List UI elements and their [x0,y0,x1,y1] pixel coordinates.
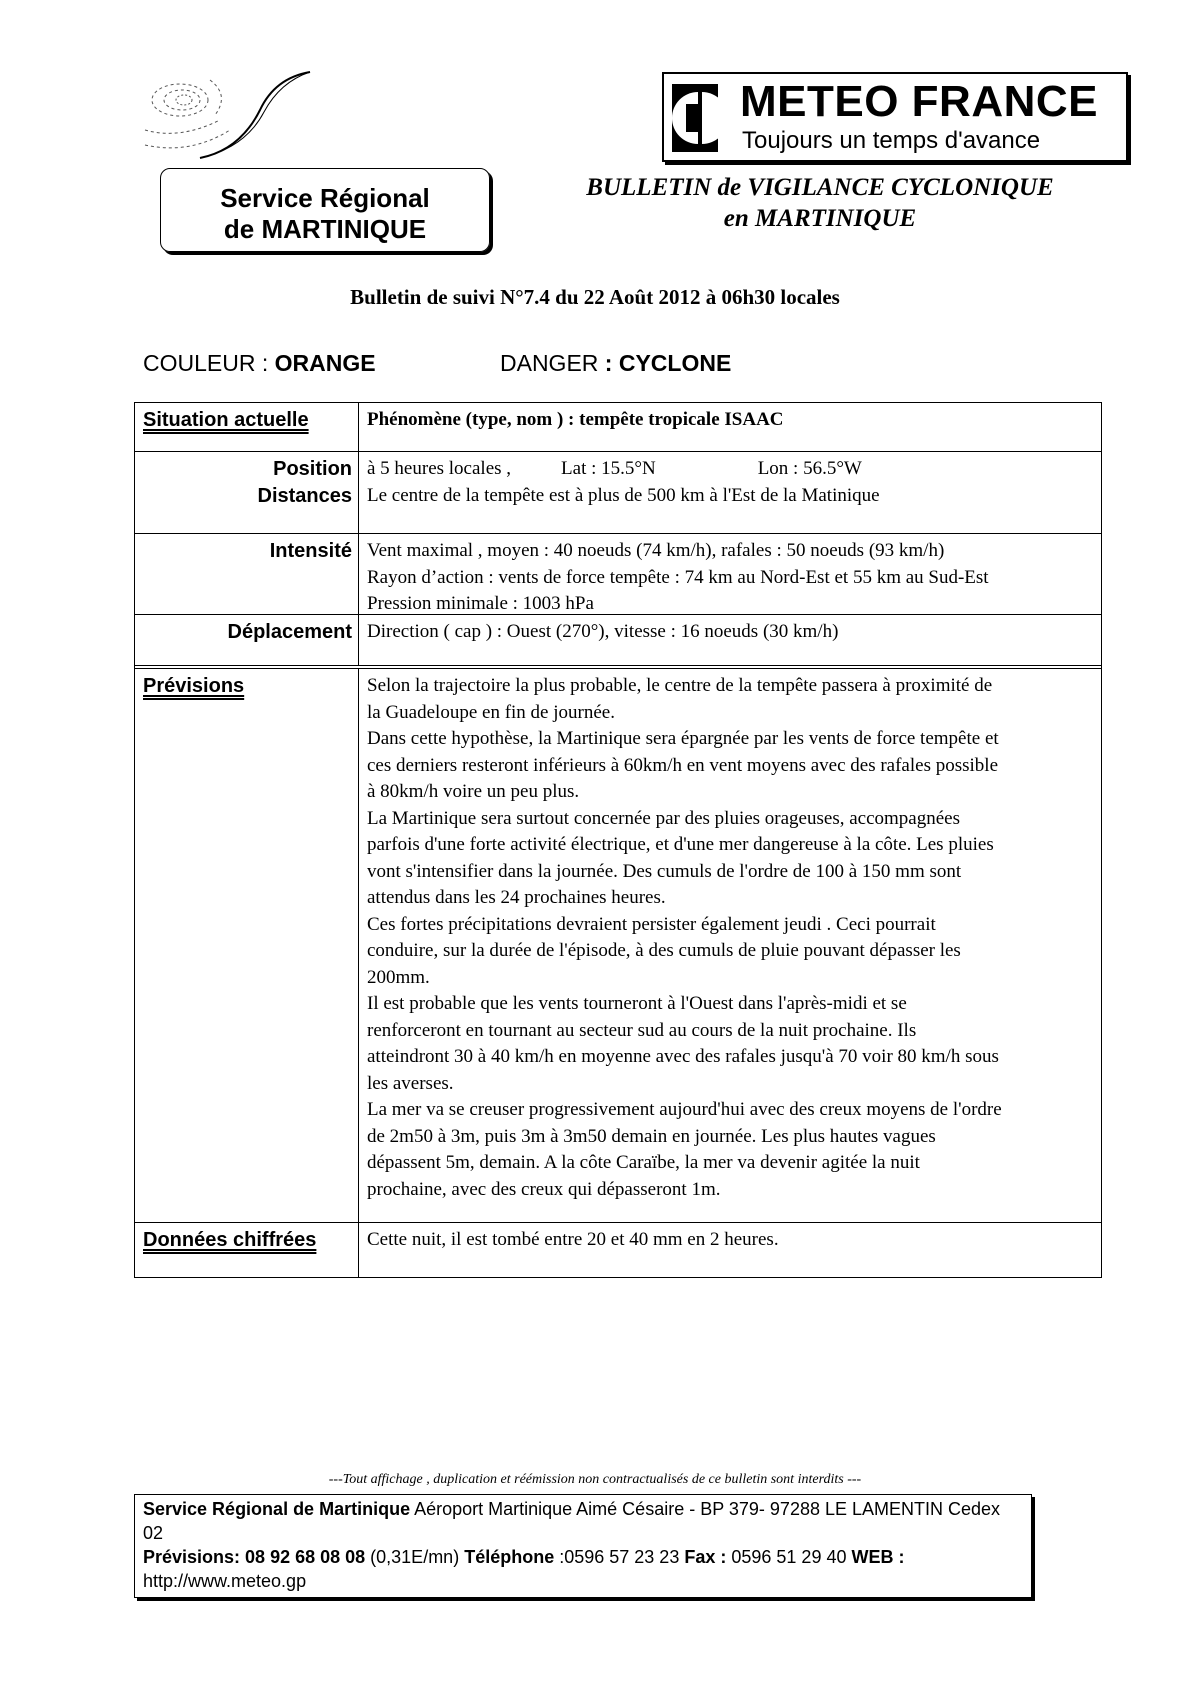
meteo-france-mark-icon [672,84,718,152]
bulletin-subtitle: Bulletin de suivi N°7.4 du 22 Août 2012 à 06h30 locales [350,285,840,309]
service-line-1: Service Régional [220,183,430,213]
footer-web-link[interactable]: http://www.meteo.gp [143,1571,307,1591]
position-line [367,456,1093,483]
position-time: à 5 heures locales , [367,458,512,479]
footer-contact-box [134,1494,1032,1598]
couleur-line: COULEUR : ORANGE [143,350,376,376]
footer-contacts [143,1545,1025,1593]
danger-label: DANGER [500,350,599,376]
previsions-line: La Martinique sera surtout concernée par des pluies orageuses, accompagnées [367,807,960,829]
previsions-line: dépassent 5m, demain. A la côte Caraïbe, la mer va devenir agitée la nuit [367,1152,920,1173]
previsions-line: La mer va se creuser progressivement aujourd'hui avec des creux moyens de l'ordre [367,1099,1002,1120]
situation-text: Phénomène (type, nom ) : tempête tropicale ISAAC [367,409,784,430]
previsions-line: Ces fortes précipitations devraient persister également jeudi . Ceci pourrait [367,913,936,935]
previsions-line: prochaine, avec des creux qui dépasseront 1m. [367,1178,721,1200]
previsions-line: ces derniers resteront inférieurs à 60km/h en vent moyens avec des rafales possible [367,754,998,776]
label-donnees: Données chiffrées [143,1229,317,1251]
footer-tel-label: Téléphone [464,1547,555,1567]
brand-slogan: Toujours un temps d'avance [742,127,1041,154]
footer-tel-value: :0596 57 23 23 [554,1547,685,1567]
service-logo-icon [140,70,320,160]
previsions-line: les averses. [367,1072,454,1094]
position-lon: Lon : 56.5°W [757,458,862,479]
deplacement-text: Direction ( cap ) : Ouest (270°), vitesse : 16 noeuds (30 km/h) [367,621,839,642]
row-donnees [135,1223,1101,1277]
row-deplacement [135,615,1101,669]
previsions-line: la Guadeloupe en fin de journée. [367,701,615,723]
previsions-line: vont s'intensifier dans la journée. Des cumuls de l'ordre de 100 à 150 mm sont [367,860,962,882]
row-intensite [135,534,1101,615]
meteo-france-logo [662,72,1128,162]
service-region-box [160,168,490,252]
intensite-line-3: Pression minimale : 1003 hPa [367,593,594,614]
previsions-line: à 80km/h voire un peu plus. [367,781,580,802]
service-line-2: de MARTINIQUE [223,214,427,244]
footer-fax-label: Fax : [684,1547,727,1567]
danger-value: CYCLONE [618,350,732,376]
row-previsions [135,669,1101,1223]
previsions-line: renforceront en tournant au secteur sud au cours de la nuit prochaine. Ils [367,1019,917,1041]
previsions-line: Il est probable que les vents tourneront à l'Ouest dans l'après-midi et se [367,993,907,1014]
position-lat: Lat : 15.5°N [561,458,656,479]
intensite-line-2: Rayon d’action : vents de force tempête : 74 km au Nord-Est et 55 km au Sud-Est [367,566,989,588]
footer-service-name: Service Régional de Martinique [143,1499,411,1519]
couleur-label: COULEUR [143,350,256,376]
footer-prev-rate: (0,31E/mn) [365,1547,465,1567]
footer-prev-label: Prévisions: 08 92 68 08 08 [143,1547,366,1567]
intensite-line-1: Vent maximal , moyen : 40 noeuds (74 km/h), rafales : 50 noeuds (93 km/h) [367,540,945,561]
previsions-line: attendus dans les 24 prochaines heures. [367,887,666,908]
danger-line: DANGER : CYCLONE [500,350,732,376]
footer-address [143,1497,1025,1545]
previsions-text [359,669,1101,1222]
bulletin-title [540,172,1100,234]
previsions-line: Dans cette hypothèse, la Martinique sera épargnée par les vents de force tempête et [367,728,999,749]
label-distances: Distances [257,485,352,507]
bulletin-table [134,402,1102,1278]
footer-fax-value: 0596 51 29 40 [726,1547,852,1567]
footer-address-text: Aéroport Martinique Aimé Césaire - BP 379- 97288 LE LAMENTIN Cedex 02 [143,1499,1001,1543]
label-situation: Situation actuelle [143,409,309,431]
row-situation [135,403,1101,452]
previsions-line: conduire, sur la durée de l'épisode, à des cumuls de pluie pouvant dépasser les [367,940,961,961]
label-previsions: Prévisions [143,675,245,697]
bulletin-title-line-1: BULLETIN de VIGILANCE CYCLONIQUE [586,174,1054,201]
position-distance: Le centre de la tempête est à plus de 500 km à l'Est de la Matinique [367,484,880,506]
bulletin-title-line-2: en MARTINIQUE [723,205,917,232]
brand-name: METEO FRANCE [740,77,1098,126]
label-deplacement: Déplacement [227,621,352,643]
footer-note: ---Tout affichage , duplication et réémission non contractualisés de ce bulletin sont interdits --- [328,1472,862,1487]
footer-web-label: WEB : [851,1547,905,1567]
previsions-line: de 2m50 à 3m, puis 3m à 3m50 demain en journée. Les plus hautes vagues [367,1125,936,1147]
donnees-text: Cette nuit, il est tombé entre 20 et 40 mm en 2 heures. [367,1229,779,1250]
label-intensite: Intensité [269,540,352,562]
previsions-line: Selon la trajectoire la plus probable, le centre de la tempête passera à proximité de [367,675,993,696]
previsions-line: parfois d'une forte activité électrique, et d'une mer dangereuse à la côte. Les pluies [367,834,994,855]
previsions-line: 200mm. [367,966,430,988]
couleur-value: ORANGE [274,350,376,376]
label-position: Position [273,458,352,480]
row-position [135,452,1101,534]
previsions-line: atteindront 30 à 40 km/h en moyenne avec des rafales jusqu'à 70 voir 80 km/h sous [367,1046,999,1067]
